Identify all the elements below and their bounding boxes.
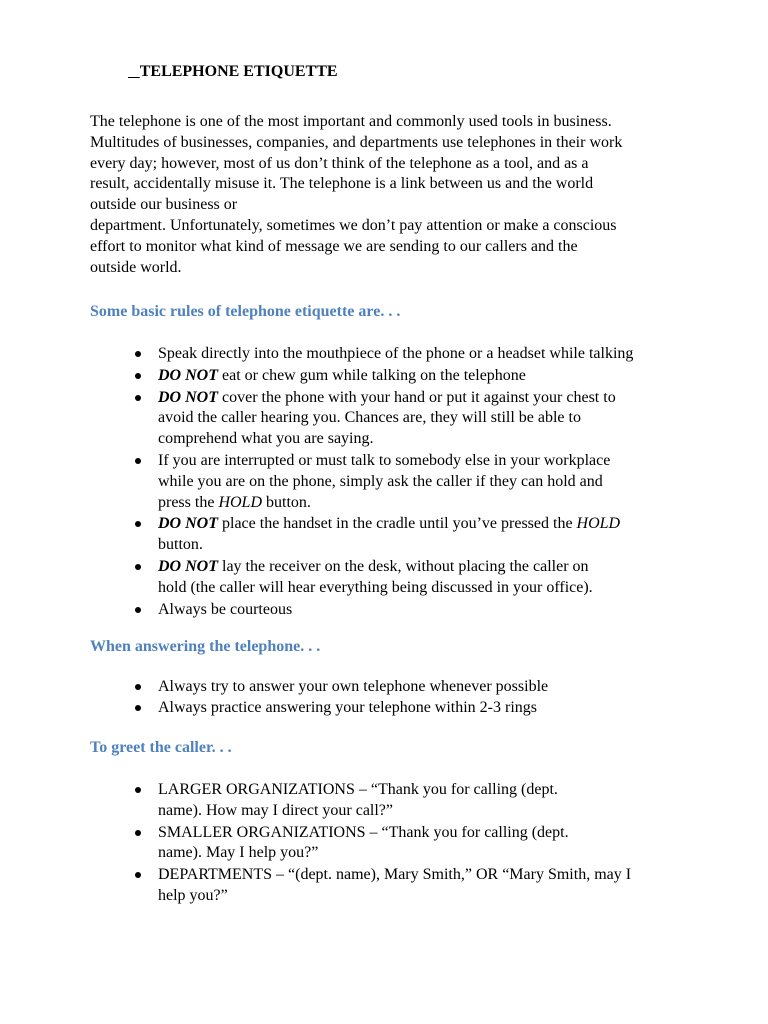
list-item-text: Always practice answering your telephone within 2-3 rings: [158, 698, 538, 716]
bullet-icon: [135, 607, 141, 613]
list-item: [0, 600, 768, 621]
list-item: [0, 557, 768, 599]
list-item-text: button.: [262, 493, 311, 511]
list-item-text: place the handset in the cradle until you’ve pressed the: [218, 515, 577, 533]
emphasis-do-not: DO NOT: [158, 557, 218, 575]
list-item-text: If you are interrupted or must talk to somebody else in your workplace: [158, 451, 611, 469]
greeting-heading: To greet the caller. . .: [90, 739, 232, 756]
list-item-text: avoid the caller hearing you. Chances are, they will still be able to: [158, 409, 581, 427]
list-item: [0, 366, 768, 387]
list-item: [0, 344, 768, 365]
list-item-text: Always try to answer your own telephone whenever possible: [158, 678, 549, 695]
list-item-text: help you?”: [158, 886, 228, 904]
intro-line: department. Unfortunately, sometimes we don’t pay attention or make a conscious: [90, 216, 617, 234]
list-item: [0, 698, 768, 719]
bullet-icon: [135, 521, 141, 527]
intro-line: The telephone is one of the most important and commonly used tools in business.: [90, 113, 612, 130]
list-item-text: button.: [158, 536, 203, 554]
bullet-icon: [135, 373, 141, 379]
list-item-text: comprehend what you are saying.: [158, 430, 374, 448]
greeting-list: [0, 780, 768, 908]
intro-line: Multitudes of businesses, companies, and departments use telephones in their work: [90, 133, 623, 151]
emphasis-do-not: DO NOT: [158, 366, 218, 384]
list-item: [0, 780, 768, 822]
list-item-line: [158, 557, 768, 578]
rules-heading: Some basic rules of telephone etiquette are. . .: [90, 303, 401, 320]
list-item-line: [158, 493, 768, 514]
list-item: [0, 514, 768, 556]
bullet-icon: [135, 395, 141, 401]
intro-line: result, accidentally misuse it. The telephone is a link between us and the world: [90, 175, 594, 193]
bullet-icon: [135, 705, 141, 711]
list-item-text: while you are on the phone, simply ask the caller if they can hold and: [158, 472, 603, 490]
list-item-text: name). How may I direct your call?”: [158, 801, 394, 819]
intro-line: outside our business or: [90, 196, 238, 214]
list-item-line: [158, 514, 768, 535]
list-item: [0, 451, 768, 513]
list-item-line: [158, 388, 768, 409]
bullet-icon: [135, 351, 141, 357]
rules-list: [0, 344, 768, 621]
intro-line: effort to monitor what kind of message we are sending to our callers and the: [90, 237, 578, 255]
emphasis-hold: HOLD: [218, 493, 262, 511]
answering-heading: When answering the telephone. . .: [90, 638, 321, 655]
intro-paragraph: [90, 112, 690, 278]
list-item-text: SMALLER ORGANIZATIONS – “Thank you for calling (dept.: [158, 823, 569, 841]
document-title: [128, 62, 338, 82]
title-text: TELEPHONE ETIQUETTE: [139, 63, 338, 80]
list-item-text: press the: [158, 493, 219, 511]
list-item-text: cover the phone with your hand or put it against your chest to: [218, 388, 616, 406]
answering-list: [0, 677, 768, 720]
list-item-text: Always be courteous: [158, 600, 293, 618]
intro-line: outside world.: [90, 258, 182, 276]
bullet-icon: [135, 684, 141, 690]
list-item: [0, 677, 768, 698]
list-item-text: Speak directly into the mouthpiece of the phone or a headset while talking: [158, 345, 634, 362]
list-item-text: DEPARTMENTS – “(dept. name), Mary Smith,” OR “Mary Smith, may I: [158, 866, 632, 884]
emphasis-do-not: DO NOT: [158, 515, 218, 533]
bullet-icon: [135, 787, 141, 793]
list-item-text: LARGER ORGANIZATIONS – “Thank you for calling (dept.: [158, 781, 558, 798]
emphasis-do-not: DO NOT: [158, 388, 218, 406]
emphasis-hold: HOLD: [576, 515, 621, 533]
list-item-text: eat or chew gum while talking on the telephone: [218, 366, 526, 384]
bullet-icon: [135, 458, 141, 464]
bullet-icon: [135, 564, 141, 570]
list-item: [0, 388, 768, 450]
list-item-text: name). May I help you?”: [158, 844, 319, 862]
list-item-line: [158, 366, 768, 387]
intro-line: every day; however, most of us don’t think of the telephone as a tool, and as a: [90, 154, 589, 172]
list-item-text: hold (the caller will hear everything being discussed in your office).: [158, 578, 593, 596]
bullet-icon: [135, 872, 141, 878]
list-item-text: lay the receiver on the desk, without placing the caller on: [218, 557, 589, 575]
list-item: [0, 823, 768, 865]
bullet-icon: [135, 830, 141, 836]
title-underline-lead: [128, 63, 140, 80]
list-item: [0, 865, 768, 907]
